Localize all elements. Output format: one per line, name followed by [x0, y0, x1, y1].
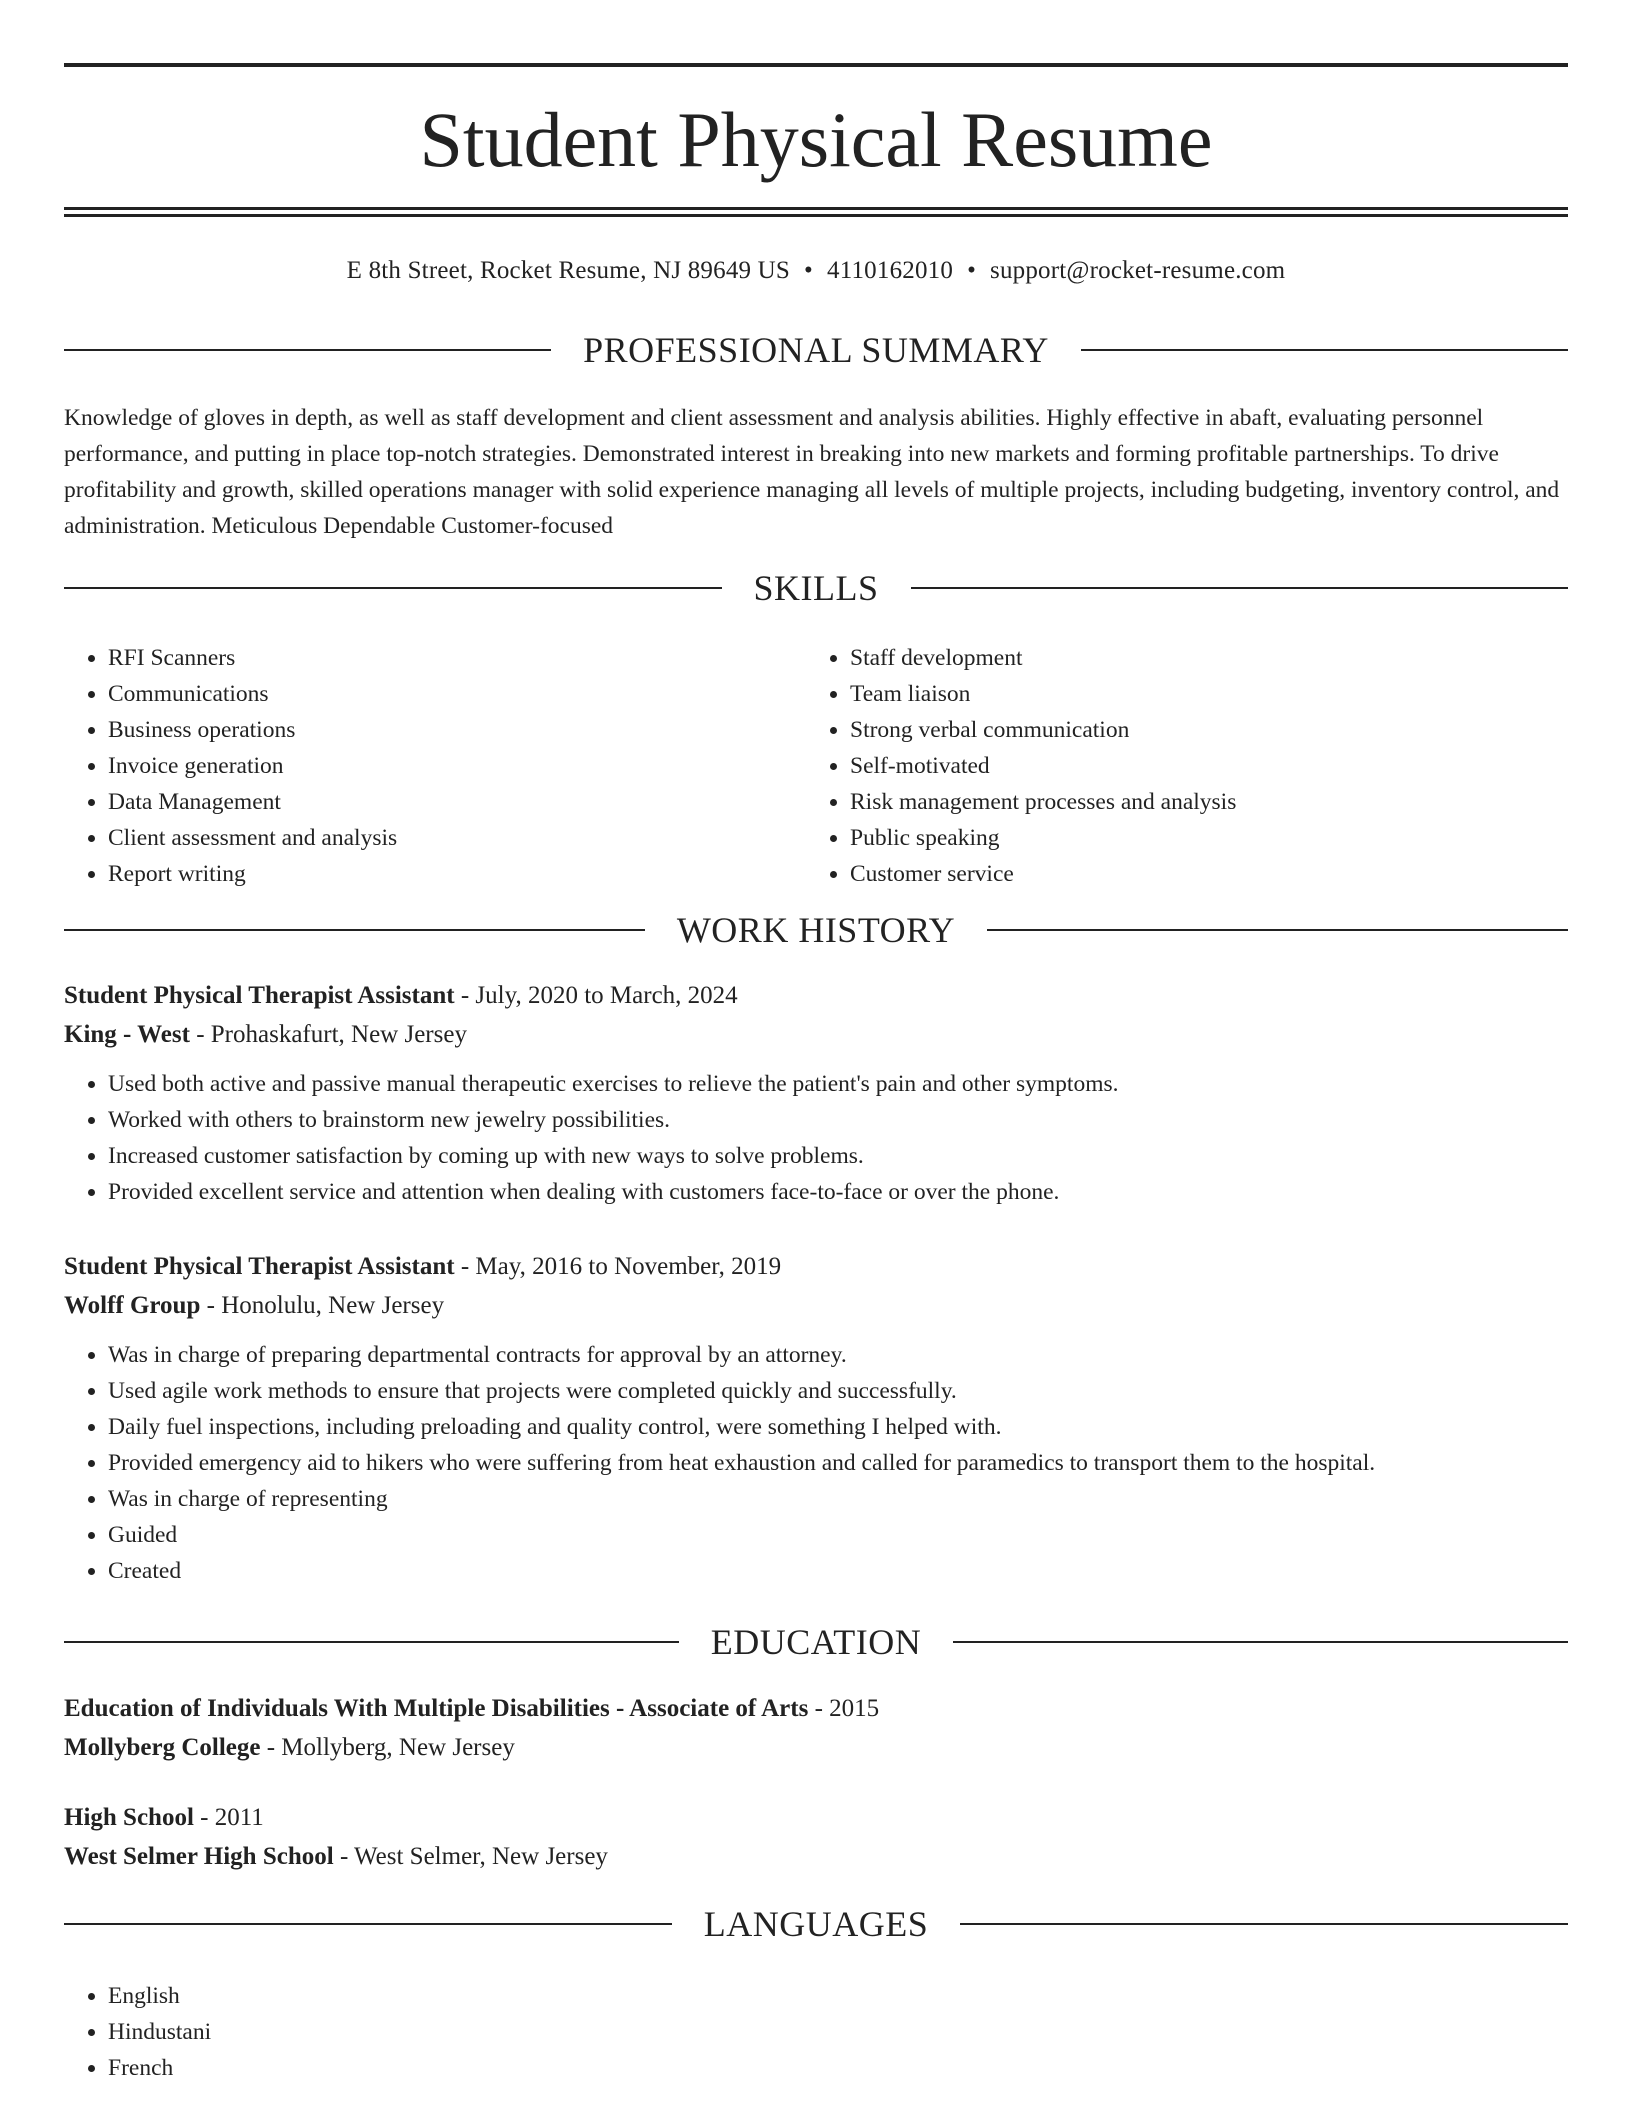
- job-title-line: [64, 1247, 1568, 1286]
- section-heading-education: [64, 1620, 1568, 1664]
- job-bullet: • Guided: [108, 1517, 1568, 1553]
- job-title: Student Physical Therapist Assistant: [64, 1253, 455, 1280]
- job-bullets: [64, 1337, 1568, 1589]
- job-bullet: • Provided emergency aid to hikers who were suffering from heat exhaustion and called for paramedics to transport them to the hospital.: [108, 1445, 1568, 1481]
- education-year: - 2015: [808, 1695, 880, 1722]
- skills-column-right: [806, 640, 1506, 892]
- job-title-line: [64, 976, 1568, 1015]
- contact-separator: •: [967, 257, 977, 284]
- heading-rule-left: [64, 929, 645, 931]
- job-company: Wolff Group: [64, 1292, 201, 1319]
- job-bullet: • Worked with others to brainstorm new jewelry possibilities.: [108, 1102, 1568, 1138]
- header-top-rule: [64, 63, 1568, 67]
- education-degree: Education of Individuals With Multiple Disabilities - Associate of Arts: [64, 1695, 809, 1722]
- heading-rule-left: [64, 587, 722, 589]
- language-item: • Hindustani: [108, 2014, 764, 2050]
- section-heading-skills: [64, 566, 1568, 610]
- languages-list: [64, 1978, 764, 2086]
- education-school-line: [64, 1728, 1568, 1767]
- job-company: King - West: [64, 1021, 190, 1048]
- education-year: - 2011: [193, 1804, 264, 1831]
- skill-item: • Team liaison: [850, 676, 1506, 712]
- language-item: • English: [108, 1978, 764, 2014]
- education-degree-line: [64, 1798, 1568, 1837]
- summary-paragraph: Knowledge of gloves in depth, as well as staff development and client assessment and analysis abilities. Highly effective in abaft, evaluating personnel performance, and putting in place top-notch strategies. Demonstrated interest in breaking into new markets and forming profitable partnerships. To drive profitability and growth, skilled operations manager with solid experience managing all levels of multiple projects, including budgeting, inventory control, and administration. Meticulous Dependable Customer-focused: [64, 405, 1560, 539]
- skill-item: • Customer service: [850, 856, 1506, 892]
- education-degree: High School: [64, 1804, 194, 1831]
- contact-email: support@rocket-resume.com: [990, 257, 1286, 284]
- resume-title: Student Physical Resume: [419, 96, 1213, 183]
- education-entry: [64, 1798, 1568, 1876]
- job-title: Student Physical Therapist Assistant: [64, 982, 455, 1009]
- education-degree-line: [64, 1689, 1568, 1728]
- job-entry: [64, 976, 1568, 1210]
- heading-rule-right: [960, 1923, 1568, 1925]
- section-title: PROFESSIONAL SUMMARY: [583, 330, 1049, 370]
- job-bullet: • Used both active and passive manual therapeutic exercises to relieve the patient's pain and other symptoms.: [108, 1066, 1568, 1102]
- job-company-line: [64, 1015, 1568, 1054]
- section-heading-summary: [64, 328, 1568, 372]
- skill-item: • Client assessment and analysis: [108, 820, 764, 856]
- job-dates: - July, 2020 to March, 2024: [454, 982, 738, 1009]
- skill-item: • Strong verbal communication: [850, 712, 1506, 748]
- section-heading-work-history: [64, 908, 1568, 952]
- contact-separator: •: [804, 257, 813, 284]
- education-location: - Mollyberg, New Jersey: [260, 1734, 515, 1761]
- job-bullet: • Daily fuel inspections, including preloading and quality control, were something I helped with.: [108, 1409, 1568, 1445]
- heading-rule-left: [64, 1641, 679, 1643]
- heading-rule-right: [953, 1641, 1568, 1643]
- job-entry: [64, 1247, 1568, 1589]
- job-company-line: [64, 1286, 1568, 1325]
- heading-rule-right: [987, 929, 1568, 931]
- section-title: EDUCATION: [710, 1622, 922, 1662]
- skill-item: • Invoice generation: [108, 748, 764, 784]
- section-title: WORK HISTORY: [676, 910, 956, 950]
- education-entry: [64, 1689, 1568, 1767]
- education-school-line: [64, 1837, 1568, 1876]
- skill-item: • Risk management processes and analysis: [850, 784, 1506, 820]
- skill-item: • Data Management: [108, 784, 764, 820]
- job-bullets: [64, 1066, 1568, 1210]
- language-item: • French: [108, 2050, 764, 2086]
- education-school: West Selmer High School: [64, 1843, 334, 1870]
- job-bullet: • Was in charge of representing: [108, 1481, 1568, 1517]
- job-location: - Prohaskafurt, New Jersey: [189, 1021, 467, 1048]
- job-bullet: • Increased customer satisfaction by coming up with new ways to solve problems.: [108, 1138, 1568, 1174]
- contact-address: E 8th Street, Rocket Resume, NJ 89649 US: [346, 257, 791, 284]
- heading-rule-right: [1081, 349, 1568, 351]
- job-bullet: • Created: [108, 1553, 1568, 1589]
- heading-rule-right: [911, 587, 1569, 589]
- job-bullet: • Used agile work methods to ensure that projects were completed quickly and successfully.: [108, 1373, 1568, 1409]
- skills-column-left: [64, 640, 764, 892]
- education-location: - West Selmer, New Jersey: [333, 1843, 608, 1870]
- skill-item: • Report writing: [108, 856, 764, 892]
- job-dates: - May, 2016 to November, 2019: [454, 1253, 782, 1280]
- skill-item: • RFI Scanners: [108, 640, 764, 676]
- section-heading-languages: [64, 1902, 1568, 1946]
- section-title: SKILLS: [753, 568, 879, 608]
- section-title: LANGUAGES: [703, 1904, 929, 1944]
- heading-rule-left: [64, 349, 551, 351]
- contact-phone: 4110162010: [827, 257, 954, 284]
- job-bullet: • Was in charge of preparing departmental contracts for approval by an attorney.: [108, 1337, 1568, 1373]
- job-location: - Honolulu, New Jersey: [200, 1292, 445, 1319]
- skill-item: • Staff development: [850, 640, 1506, 676]
- contact-line: [64, 253, 1568, 289]
- skill-item: • Business operations: [108, 712, 764, 748]
- header-bottom-double-rule: [64, 207, 1568, 217]
- job-bullet: • Provided excellent service and attention when dealing with customers face-to-face or over the phone.: [108, 1174, 1568, 1210]
- skill-item: • Self-motivated: [850, 748, 1506, 784]
- education-school: Mollyberg College: [64, 1734, 261, 1761]
- skill-item: • Public speaking: [850, 820, 1506, 856]
- skill-item: • Communications: [108, 676, 764, 712]
- heading-rule-left: [64, 1923, 672, 1925]
